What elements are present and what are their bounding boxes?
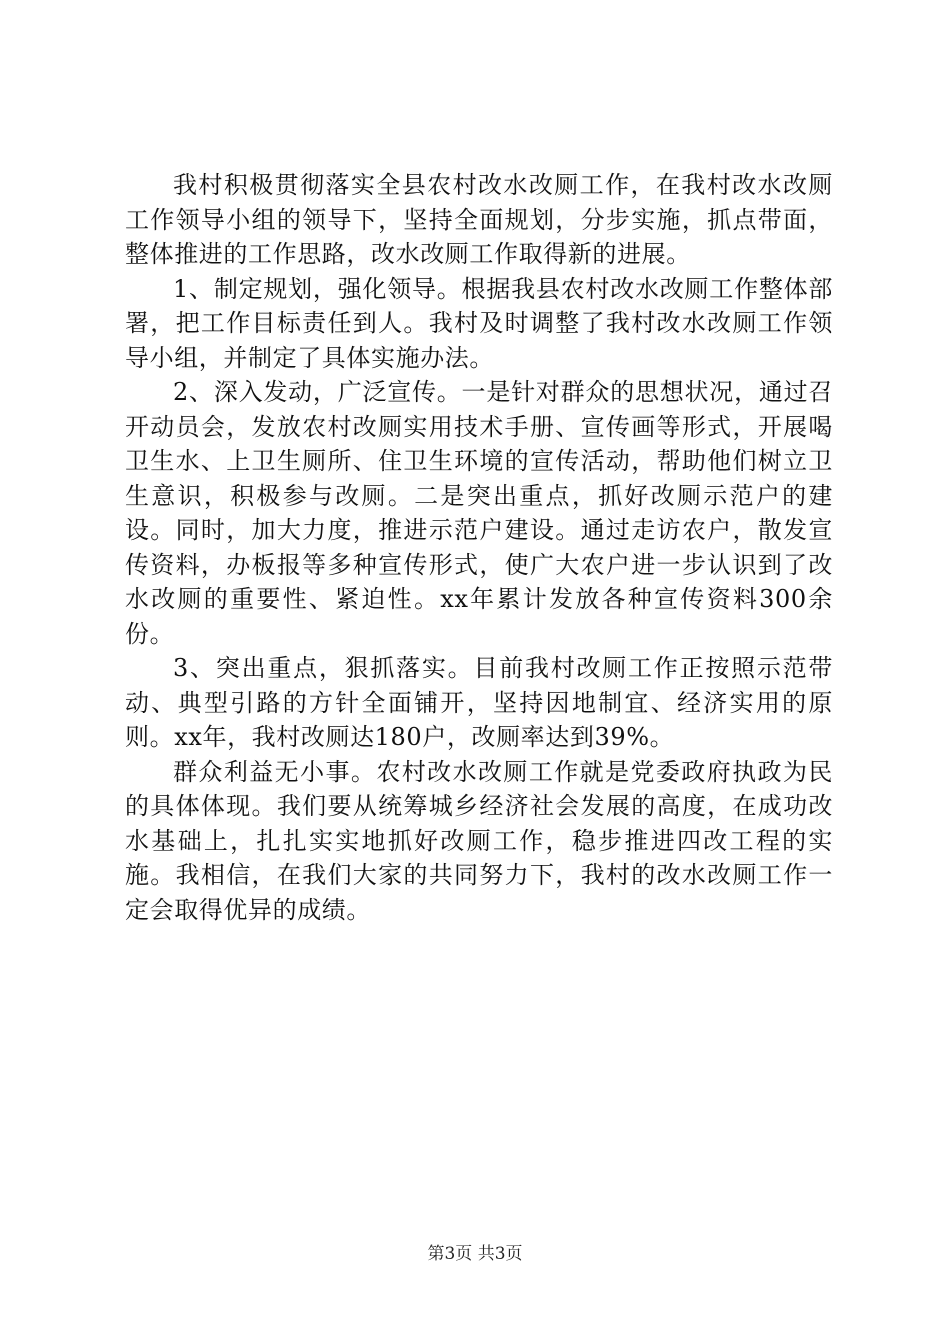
section-3-paragraph: 3、突出重点，狠抓落实。目前我村改厕工作正按照示范带动、典型引路的方针全面铺开，坚持因地制宜、经济实用的原则。xx年，我村改厕达180户，改厕率达到39%。: [125, 654, 833, 751]
intro-paragraph: 我村积极贯彻落实全县农村改水改厕工作，在我村改水改厕工作领导小组的领导下，坚持全面规划，分步实施，抓点带面，整体推进的工作思路，改水改厕工作取得新的进展。: [125, 171, 833, 268]
conclusion-paragraph: 群众利益无小事。农村改水改厕工作就是党委政府执政为民的具体体现。我们要从统筹城乡经济社会发展的高度，在成功改水基础上，扎扎实实地抓好改厕工作，稳步推进四改工程的实施。我相信，在我们大家的共同努力下，我村的改水改厕工作一定会取得优异的成绩。: [125, 757, 833, 924]
document-body: [125, 168, 833, 927]
section-2-paragraph: 2、深入发动，广泛宣传。一是针对群众的思想状况，通过召开动员会，发放农村改厕实用技术手册、宣传画等形式，开展喝卫生水、上卫生厕所、住卫生环境的宣传活动，帮助他们树立卫生意识，积极参与改厕。二是突出重点，抓好改厕示范户的建设。同时，加大力度，推进示范户建设。通过走访农户，散发宣传资料，办板报等多种宣传形式，使广大农户进一步认识到了改水改厕的重要性、紧迫性。xx年累计发放各种宣传资料300余份。: [125, 378, 833, 648]
page-number-footer: 第3页 共3页: [427, 1244, 523, 1264]
section-1-paragraph: 1、制定规划，强化领导。根据我县农村改水改厕工作整体部署，把工作目标责任到人。我村及时调整了我村改水改厕工作领导小组，并制定了具体实施办法。: [125, 274, 833, 372]
